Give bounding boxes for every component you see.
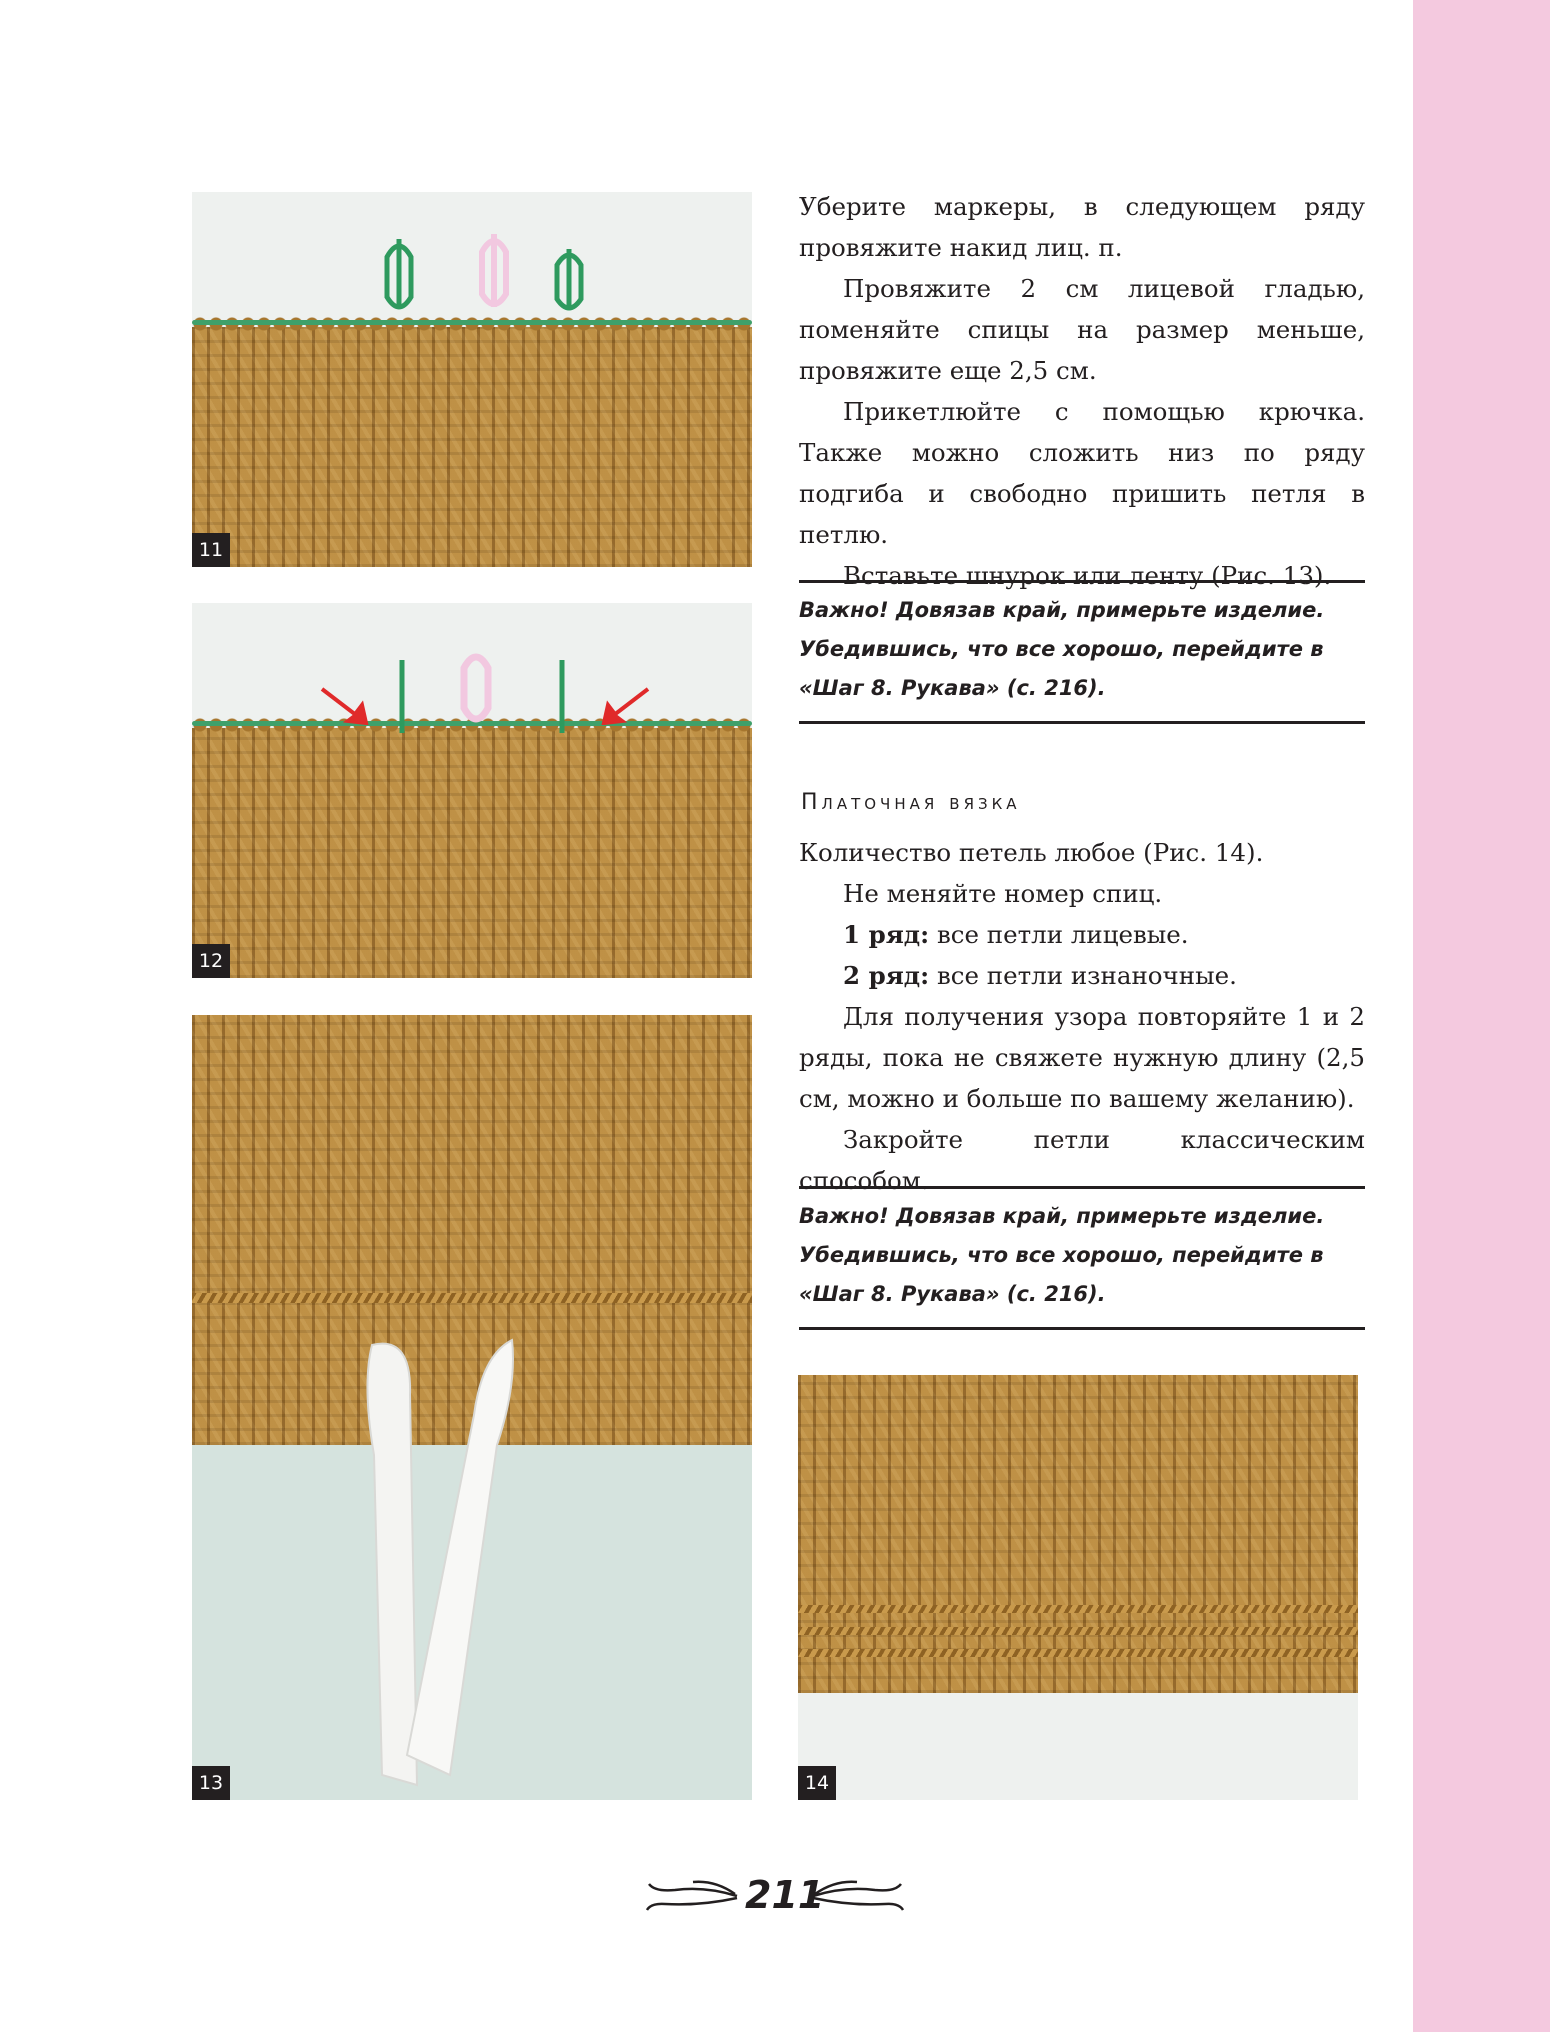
stitch-marker-icon: [552, 658, 572, 738]
paragraph: Количество петель любое (Рис. 14).: [799, 838, 1264, 867]
figure-number: 14: [798, 1766, 836, 1800]
red-arrow-icon: [600, 685, 650, 725]
row-label: 2 ряд:: [843, 961, 930, 990]
important-note: Важно! Довязав край, примерьте изделие. Убедившись, что все хорошо, перейдите в «Шаг 8. Рукава» (с. 216).: [799, 580, 1365, 724]
paragraph: Уберите маркеры, в следующем ряду провяжите накид лиц. п.: [799, 192, 1365, 262]
paragraph: Не меняйте номер спиц.: [843, 879, 1163, 908]
paragraph: [799, 914, 1365, 955]
stitch-marker-icon: [392, 658, 412, 738]
page-number: 211: [745, 1873, 825, 1917]
row-text: все петли изнаночные.: [929, 961, 1237, 990]
instructions-text: [799, 186, 1365, 596]
stitch-marker-icon: [382, 237, 416, 332]
figure-number: 11: [192, 533, 230, 567]
red-arrow-icon: [320, 685, 370, 725]
paragraph: Для получения узора повторяйте 1 и 2 ряды, пока не свяжете нужную длину (2,5 см, можно и больше по вашему желанию).: [799, 1002, 1365, 1113]
right-ornament-icon: [810, 1876, 905, 1916]
row-label: 1 ряд:: [843, 920, 930, 949]
white-ribbon: [362, 1335, 522, 1800]
paragraph: Прикетлюйте с помощью крючка. Также можно сложить низ по ряду подгиба и свободно пришить петля в петлю.: [799, 397, 1365, 549]
paragraph: Закройте петли классическим способом.: [799, 1125, 1365, 1195]
figure-number: 12: [192, 944, 230, 978]
row-text: все петли лицевые.: [929, 920, 1189, 949]
pink-side-strip: [1413, 0, 1550, 2032]
paragraph: [799, 955, 1365, 996]
left-ornament-icon: [645, 1876, 740, 1916]
paragraph: Провяжите 2 см лицевой гладью, поменяйте спицы на размер меньше, провяжите еще 2,5 см.: [799, 274, 1365, 385]
figure-11-photo: [192, 192, 752, 567]
figure-12-photo: [192, 603, 752, 978]
stitch-marker-icon: [454, 648, 498, 738]
figure-13-photo: [192, 1015, 752, 1800]
section-text: [799, 832, 1365, 1201]
important-note: Важно! Довязав край, примерьте изделие. Убедившись, что все хорошо, перейдите в «Шаг 8. Рукава» (с. 216).: [799, 1186, 1365, 1330]
stitch-marker-icon: [552, 247, 586, 332]
stitch-marker-icon: [477, 232, 511, 332]
section-heading: Платочная вязка: [801, 790, 1021, 815]
figure-14-photo: [798, 1375, 1358, 1800]
figure-number: 13: [192, 1766, 230, 1800]
paragraph: Вставьте шнурок или ленту (Рис. 13).: [843, 561, 1332, 590]
